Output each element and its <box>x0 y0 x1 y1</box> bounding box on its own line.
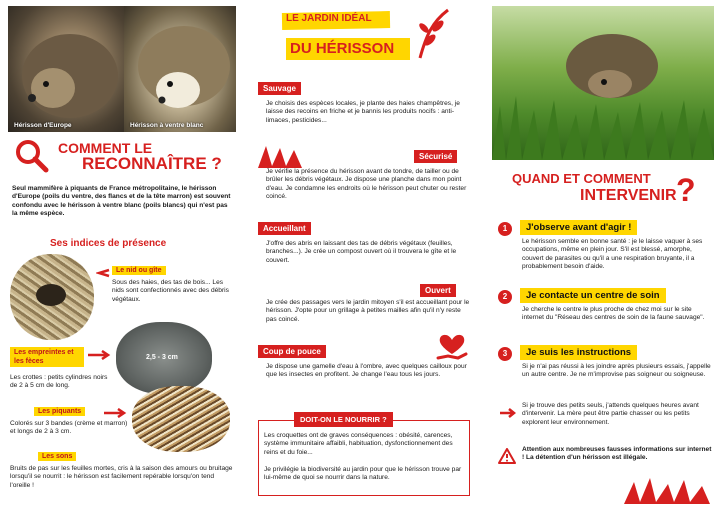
panel-jardin <box>248 0 476 509</box>
intro-text-content: Seul mammifère à piquants de France métropolitaine, le hérisson d'Europe (poils du ventre, des flancs et de la tête marron) est souvent confondu avec le hérisson à ventre blanc (poils blancs) qui n'est pas la même espèce. <box>12 185 231 218</box>
warning-icon <box>498 448 516 464</box>
securise-tag: Sécurisé <box>414 150 457 163</box>
arrow-petits-icon <box>498 408 518 418</box>
heart-hand-icon <box>436 328 468 362</box>
sons-text: Bruits de pas sur les feuilles mortes, cris à la saison des amours ou bruitage lorsqu'il se nourrit : le hérisson est facilement repérable lorsqu'on tend l'oreille ! <box>10 465 233 489</box>
panel-reconnaitre <box>0 0 240 509</box>
arrow-piquants-icon <box>102 408 128 418</box>
coup-text: Je dispose une gamelle d'eau à l'ombre, avec quelques cailloux pour que les insectes en profitent. Je change l'eau tous les jours. <box>266 363 467 379</box>
arrow-nid-icon <box>96 268 110 278</box>
step-2-label: Je contacte un centre de soin <box>520 288 666 303</box>
title-line2: DU HÉRISSON <box>290 40 395 57</box>
photo-right-caption: Hérisson à ventre blanc <box>130 122 204 129</box>
title-line1: COMMENT LE <box>58 140 153 156</box>
title-line2: RECONNAÎTRE ? <box>82 154 222 173</box>
panel-intervenir <box>484 0 720 509</box>
step-2-text: Je cherche le centre le plus proche de chez moi sur le site internet du "Réseau des centres de soin de la faune sauvage". <box>522 306 705 322</box>
empreintes-text: Les crottes : petits cylindres noirs de 2 à 5 cm de long. <box>10 374 108 390</box>
warning-text: Attention aux nombreuses fausses informations sur internet ! La détention d'un hérisson est illégale. <box>522 446 712 462</box>
sauvage-tag: Sauvage <box>258 82 301 95</box>
photo-left-caption: Hérisson d'Europe <box>14 122 72 129</box>
piquants-text: Colorés sur 3 bandes (crème et marron) et longs de 2 à 3 cm. <box>10 420 128 436</box>
step-3-label: Je suis les instructions <box>520 345 637 360</box>
hedgehog-europe-illustration <box>8 6 124 132</box>
nid-text: Sous des haies, des tas de bois... Les nids sont confectionnés avec des débris végétaux. <box>112 279 229 303</box>
nid-label: Le nid ou gîte <box>112 266 166 275</box>
step-1-text: Le hérisson semble en bonne santé : je le laisse vaquer à ses occupations, même en plein jour. S'il est blessé, amorphe, couvert de parasites ou qu'il a une respiration bruyante, il a probablement besoin d'aide. <box>522 238 703 271</box>
title-line2: INTERVENIR <box>580 187 677 204</box>
photo-herisson-europe <box>8 6 124 132</box>
sons-label: Les sons <box>38 452 76 461</box>
accueillant-tag: Accueillant <box>258 222 311 235</box>
arrow-empreintes-icon <box>86 350 112 360</box>
hedgehog-ventre-blanc-illustration <box>124 6 236 132</box>
title-line1: QUAND ET COMMENT <box>512 171 651 186</box>
petits-text: Si je trouve des petits seuls, j'attends quelques heures avant d'intervenir. La mère peut être partie chasser ou les petits explorent leur environnement. <box>522 402 699 426</box>
ouvert-tag: Ouvert <box>420 284 456 297</box>
nourrir-title: DOIT-ON LE NOURRIR ? <box>294 412 393 427</box>
leaf-icon <box>414 6 454 62</box>
photo-piquants <box>132 386 230 452</box>
title-line1: LE JARDIN IDÉAL <box>286 13 372 24</box>
grass-deco-icon <box>622 476 714 506</box>
coup-tag: Coup de pouce <box>258 345 326 358</box>
nourrir-text2: Je privilégie la biodiversité au jardin pour que le hérisson trouve par lui-même de quoi se nourrir dans la nature. <box>264 466 462 482</box>
step-2-number: 2 <box>498 290 512 304</box>
step-3-number: 3 <box>498 347 512 361</box>
securise-text: Je vérifie la présence du hérisson avant de tondre, de tailler ou de brûler les débris végétaux. Je dispose une planche dans mon point d'eau. Je condamne les endroits où le hérisson peut chuter ou rester coincé. <box>266 168 467 201</box>
ouvert-text: Je crée des passages vers le jardin mitoyen s'il est accueillant pour le hérisson. J'opte pour un grillage à petites mailles afin qu'il n'y reste pas coincé. <box>266 299 470 323</box>
photo-herisson-herbe <box>492 6 714 160</box>
grass-icon <box>256 142 306 170</box>
accueillant-text: J'offre des abris en laissant des tas de débris végétaux (feuilles, branches...). Je crée un compost ouvert où il trouvera le gîte et le couvert. <box>266 240 457 264</box>
magnifier-icon <box>14 138 50 174</box>
sauvage-text: Je choisis des espèces locales, je plante des haies champêtres, je laisse des recoins en friche et je bannis les produits nocifs : anti-limaces, pesticides... <box>266 100 460 124</box>
nourrir-text1: Les croquettes ont de graves conséquences : obésité, carences, système immunitaire affaibli, habituation, dysfonctionnement des reins et du foie... <box>264 432 453 456</box>
piquants-label: Les piquants <box>34 407 85 416</box>
photo-nid <box>10 254 94 340</box>
measure-label: 2,5 - 3 cm <box>146 354 178 361</box>
photo-herisson-ventre-blanc <box>124 6 236 132</box>
step-1-label: J'observe avant d'agir ! <box>520 220 637 235</box>
empreintes-label: Les empreintes et les fèces <box>10 347 84 367</box>
step-1-number: 1 <box>498 222 512 236</box>
nid-entrance <box>36 284 66 306</box>
step-3-text: Si je n'ai pas réussi à les joindre après plusieurs essais, j'appelle un autre centre. Je ne m'improvise pas soigneur ou soigneuse. <box>522 363 711 379</box>
hedgehog-grass-illustration <box>492 6 714 160</box>
intro-text <box>12 185 234 219</box>
indices-title: Ses indices de présence <box>50 238 167 249</box>
photo-empreintes <box>116 322 212 394</box>
question-mark: ? <box>676 172 696 208</box>
